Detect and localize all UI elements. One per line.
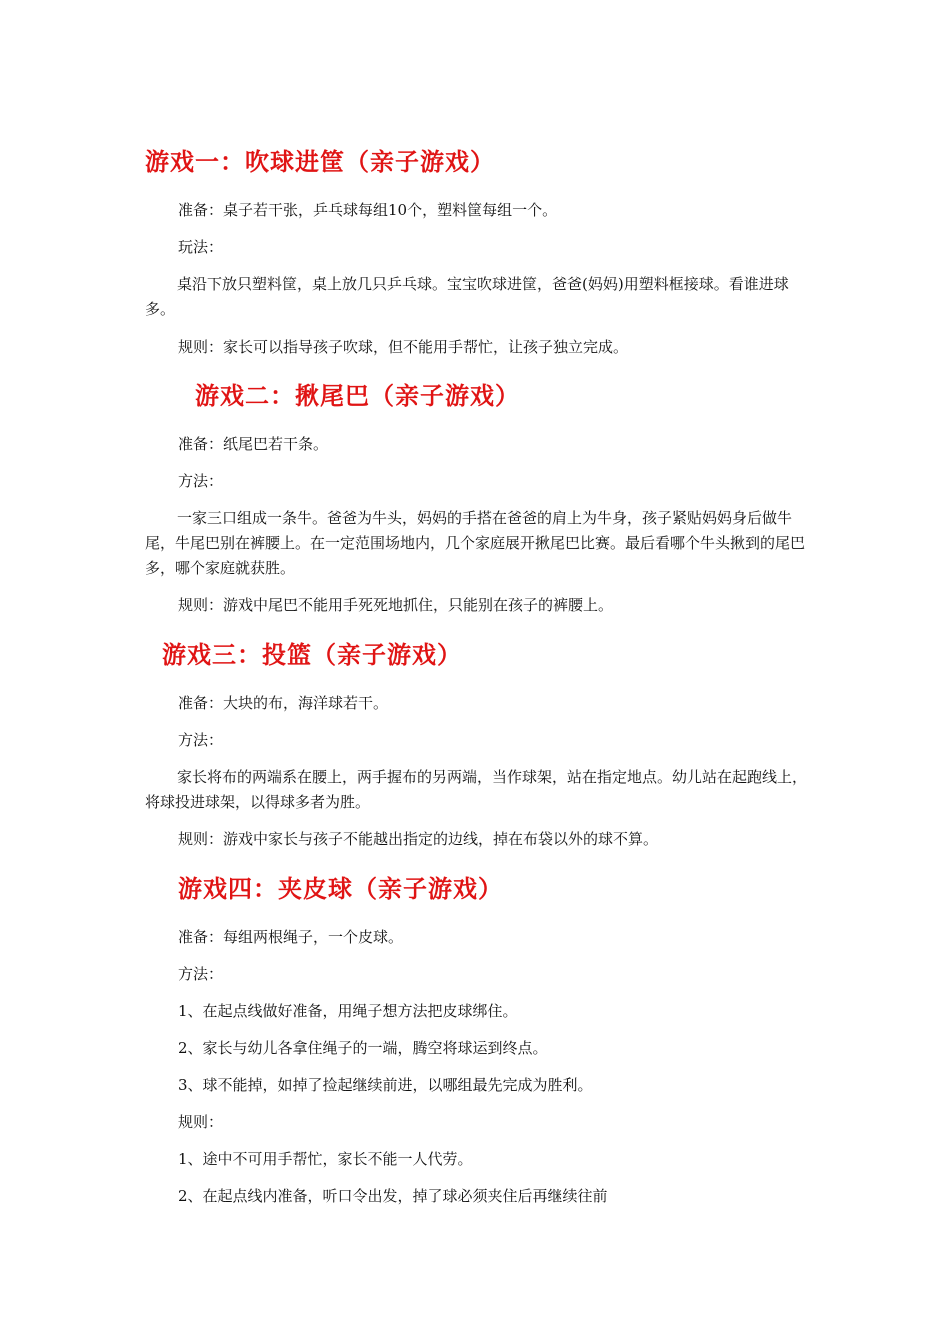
game2-prep: 准备：纸尾巴若干条。: [178, 435, 329, 453]
game2-rule: 规则：游戏中尾巴不能用手死死地抓住，只能别在孩子的裤腰上。: [178, 596, 614, 614]
game1-title: 游戏一：吹球进筐（亲子游戏）: [145, 147, 495, 176]
game4-rule-1: 1、途中不可用手帮忙，家长不能一人代劳。: [178, 1150, 473, 1168]
game4-step-1: 1、在起点线做好准备，用绳子想方法把皮球绑住。: [178, 1002, 518, 1020]
game3-method: 家长将布的两端系在腰上，两手握布的另两端，当作球架，站在指定地点。幼儿站在起跑线上，将球投进球架，以得球多者为胜。: [145, 768, 808, 811]
game3-title: 游戏三：投篮（亲子游戏）: [162, 640, 462, 669]
game1-rule: 规则：家长可以指导孩子吹球，但不能用手帮忙，让孩子独立完成。: [178, 338, 629, 356]
game3-method-label: 方法：: [178, 731, 224, 749]
game2-title: 游戏二：揪尾巴（亲子游戏）: [195, 381, 520, 410]
game4-step-2: 2、家长与幼儿各拿住绳子的一端，腾空将球运到终点。: [178, 1039, 548, 1057]
game2-method-label: 方法：: [178, 472, 224, 490]
game4-rule-2: 2、在起点线内准备，听口令出发，掉了球必须夹住后再继续往前: [178, 1187, 608, 1205]
game1-prep: 准备：桌子若干张，乒乓球每组10个，塑料筐每组一个。: [178, 201, 558, 219]
game4-title: 游戏四：夹皮球（亲子游戏）: [178, 874, 503, 903]
game3-rule: 规则：游戏中家长与孩子不能越出指定的边线，掉在布袋以外的球不算。: [178, 830, 659, 848]
game4-rule-label: 规则：: [178, 1113, 224, 1131]
game2-method: 一家三口组成一条牛。爸爸为牛头，妈妈的手搭在爸爸的肩上为牛身，孩子紧贴妈妈身后做牛尾，牛尾巴别在裤腰上。在一定范围场地内，几个家庭展开揪尾巴比赛。最后看哪个牛头揪到的尾巴多，哪个家庭就获胜。: [145, 509, 806, 577]
game4-prep: 准备：每组两根绳子，一个皮球。: [178, 928, 404, 946]
game3-prep: 准备：大块的布，海洋球若干。: [178, 694, 389, 712]
game4-method-label: 方法：: [178, 965, 224, 983]
game1-method: 桌沿下放只塑料筐，桌上放几只乒乓球。宝宝吹球进筐，爸爸(妈妈)用塑料框接球。看谁进球多。: [145, 275, 789, 318]
game1-method-label: 玩法：: [178, 238, 224, 256]
game4-step-3: 3、球不能掉，如掉了捡起继续前进，以哪组最先完成为胜利。: [178, 1076, 593, 1094]
